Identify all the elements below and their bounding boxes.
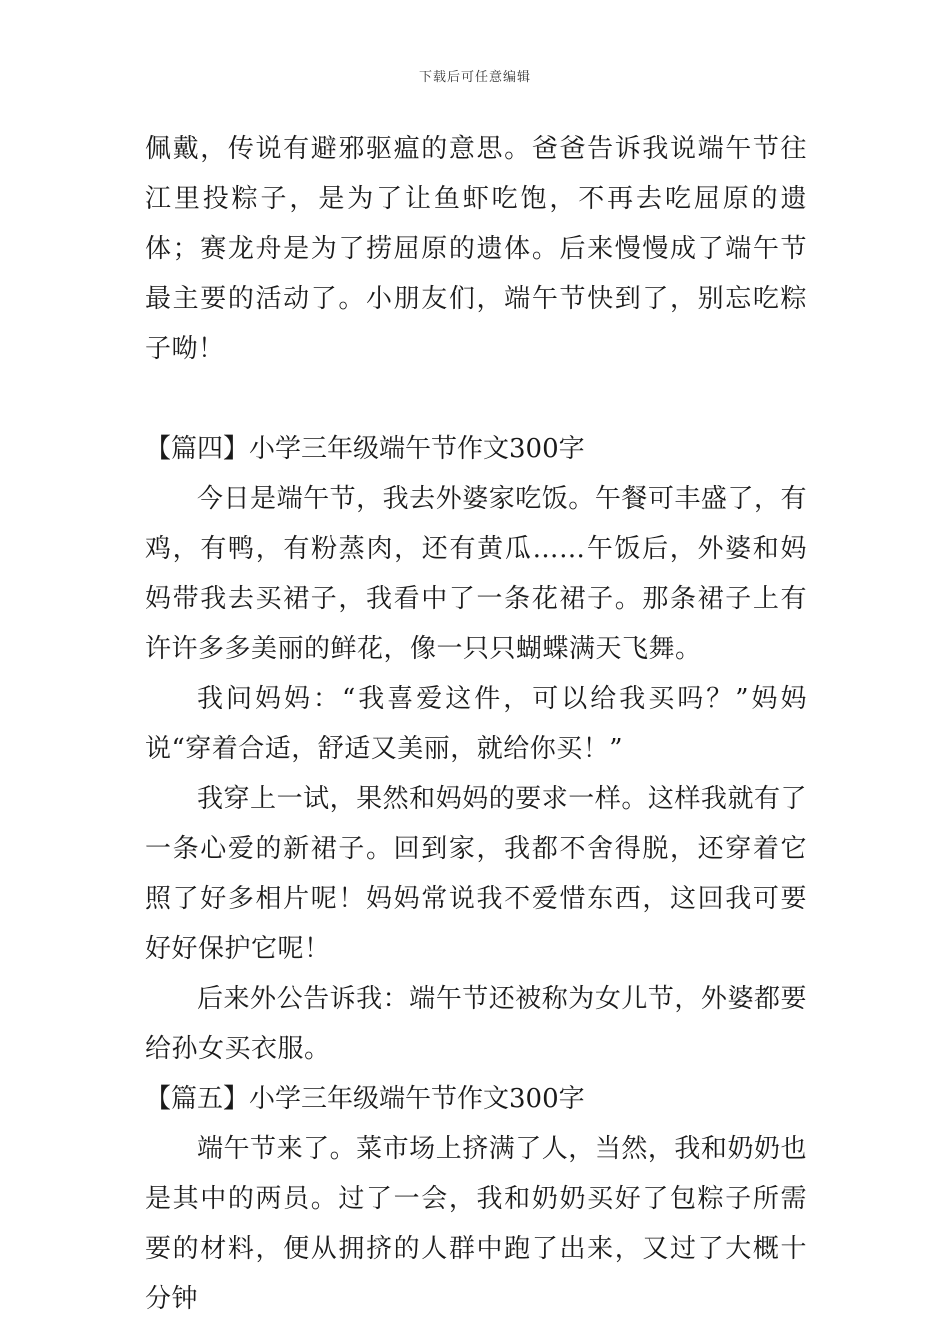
continued-paragraph: 佩戴，传说有避邪驱瘟的意思。爸爸告诉我说端午节往江里投粽子，是为了让鱼虾吃饱，不再去吃屈原的遗体；赛龙舟是为了捞屈原的遗体。后来慢慢成了端午节最主要的活动了。小朋友们，端午节快到了，别忘吃粽子呦！ bbox=[145, 134, 807, 364]
part4-paragraph-4: 后来外公告诉我：端午节还被称为女儿节，外婆都要给孙女买衣服。 bbox=[145, 984, 807, 1064]
header-note: 下载后可任意编辑 bbox=[418, 70, 531, 85]
part4-paragraph-1: 今日是端午节，我去外婆家吃饭。午餐可丰盛了，有鸡，有鸭，有粉蒸肉，还有黄瓜……午饭后，外婆和妈妈带我去买裙子，我看中了一条花裙子。那条裙子上有许许多多美丽的鲜花，像一只只蝴蝶满天飞舞。 bbox=[145, 484, 807, 664]
part5-title: 【篇五】小学三年级端午节作文300字 bbox=[145, 1084, 585, 1114]
part4-paragraph-3: 我穿上一试，果然和妈妈的要求一样。这样我就有了一条心爱的新裙子。回到家，我都不舍得脱，还穿着它照了好多相片呢！妈妈常说我不爱惜东西，这回我可要好好保护它呢！ bbox=[145, 784, 807, 964]
document-body bbox=[145, 124, 807, 1324]
part5-paragraph-1: 端午节来了。菜市场上挤满了人，当然，我和奶奶也是其中的两员。过了一会，我和奶奶买好了包粽子所需要的材料，便从拥挤的人群中跑了出来，又过了大概十分钟 bbox=[145, 1134, 807, 1314]
part4-paragraph-2: 我问妈妈：“我喜爱这件，可以给我买吗？”妈妈说“穿着合适，舒适又美丽，就给你买！” bbox=[145, 684, 807, 764]
part4-title: 【篇四】小学三年级端午节作文300字 bbox=[145, 434, 585, 464]
